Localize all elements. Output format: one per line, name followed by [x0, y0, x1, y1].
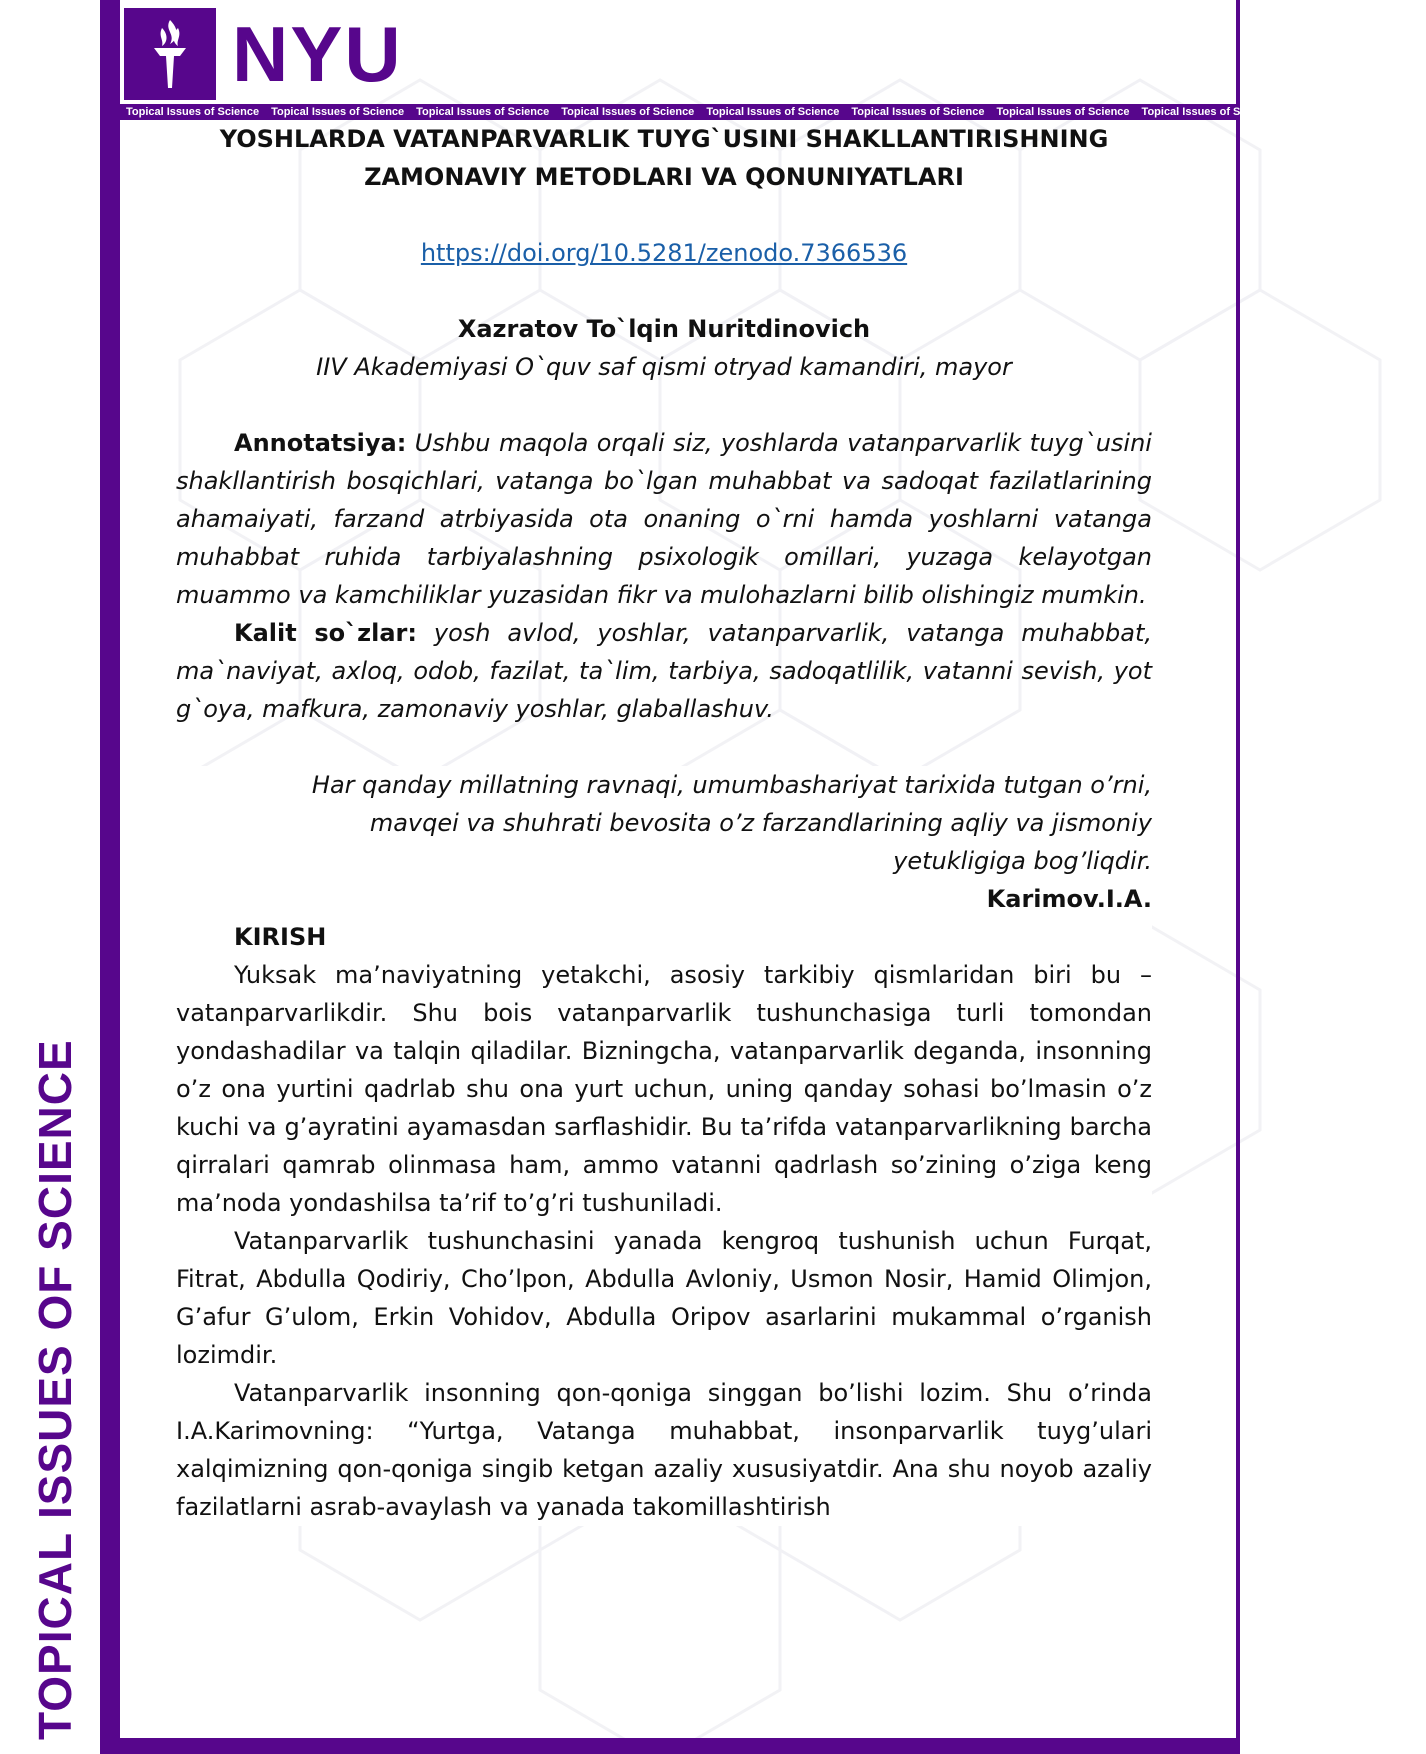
- body-paragraph-2: Vatanparvarlik tushunchasini yanada kengroq tushunish uchun Furqat, Fitrat, Abdulla Qodiriy, Cho’lpon, Abdulla Avloniy, Usmon Nosir, Hamid Olimjon, G’afur G’ulom, Erkin Vohidov, Abdulla Oripov asarlarini mukammal o’rganish lozimdir.: [176, 1227, 1152, 1369]
- body-block: [176, 918, 1152, 1526]
- ribbon-text: Topical Issues of Science: [271, 106, 405, 118]
- author-affiliation: IIV Akademiyasi O`quv saf qismi otryad kamandiri, mayor: [316, 353, 1012, 381]
- keywords-label: Kalit so`zlar:: [234, 619, 417, 647]
- keywords: [176, 614, 1152, 728]
- ribbon-text: Topical Issues of Science: [126, 106, 260, 118]
- annotation-label: Annotatsiya:: [234, 429, 407, 457]
- ribbon-text: Topical Issues of Science: [851, 106, 985, 118]
- doi-link[interactable]: https://doi.org/10.5281/zenodo.7366536: [420, 239, 908, 267]
- section-heading: KIRISH: [234, 923, 327, 951]
- title-line-2: ZAMONAVIY METODLARI VA QONUNIYATLARI: [364, 163, 964, 191]
- body-paragraph-1: Yuksak ma’naviyatning yetakchi, asosiy tarkibiy qismlaridan biri bu – vatanparvarlikdir. Shu bois vatanparvarlik tushunchasiga turli tomondan yondashadilar va talqin qiladilar. Bizningcha, vatanparvarlik deganda, insonning o’z ona yurtini qadrlab shu ona yurt uchun, uning qanday sohasi bo’lmasin o’z kuchi va g’ayratini ayamasdan sarflashidir. Bu ta’rifda vatanparvarlikning barcha qirralari qamrab olinmasa ham, ammo vatanni qadrlash so’zining o’ziga keng ma’noda yondashilsa ta’rif to’g’ri tushuniladi.: [176, 961, 1152, 1217]
- ribbon-text: Topical Issues of Science: [706, 106, 840, 118]
- author-name: Xazratov To`lqin Nuritdinovich: [457, 315, 871, 343]
- journal-ribbon: [120, 104, 1420, 120]
- left-border-bar: [100, 0, 120, 1754]
- ribbon-text: Topical Issues of Science: [996, 106, 1130, 118]
- doi: [176, 234, 1152, 272]
- epigraph-quote: Har qanday millatning ravnaqi, umumbashariyat tarixida tutgan o’rni, mavqei va shuhrati bevosita o’z farzandlarining aqliy va jismoniy yetukligiga bog’liqdir.: [311, 771, 1152, 875]
- ribbon-text: Topical Issues of Science: [561, 106, 695, 118]
- nyu-logo-text: NYU: [232, 10, 403, 98]
- epigraph-author: Karimov.I.A.: [986, 885, 1152, 913]
- ribbon-text: Topical Issues of Science: [416, 106, 550, 118]
- annotation: [176, 424, 1152, 614]
- title-line-1: YOSHLARDA VATANPARVARLIK TUYG`USINI SHAKLLANTIRISHNING: [219, 125, 1109, 153]
- body-paragraph-3: Vatanparvarlik insonning qon-qoniga singgan bo’lishi lozim. Shu o’rinda I.A.Karimovning: “Yurtga, Vatanga muhabbat, insonparvarlik tuyg’ulari xalqimizning qon-qoniga singib ketgan azaliy xususiyatdir. Ana shu noyob azaliy fazilatlarni asrab-avaylash va yanada takomillashtirish: [176, 1379, 1152, 1521]
- keywords-text: yosh avlod, yoshlar, vatanparvarlik, vatanga muhabbat, ma`naviyat, axloq, odob, fazilat, ta`lim, tarbiya, sadoqatlilik, vatanni sevish, yot g`oya, mafkura, zamonaviy yoshlar, glaballashuv.: [176, 619, 1153, 723]
- article-content: [176, 120, 1152, 1526]
- nyu-torch-logo: [124, 8, 216, 100]
- torch-icon: [140, 16, 200, 92]
- epigraph-block: [176, 766, 1152, 918]
- bottom-border-bar: [100, 1738, 1240, 1754]
- ribbon-text: Topical Issues of Science: [1141, 106, 1275, 118]
- annotation-text: Ushbu maqola orqali siz, yoshlarda vatanparvarlik tuyg`usini shakllantirish bosqichlari, vatanga bo`lgan muhabbat va sadoqat fazilatlarining ahamaiyati, farzand atrbiyasida ota onaning o`rni hamda yoshlarni vatanga muhabbat ruhida tarbiyalashning psixologik omillari, yuzaga kelayotgan muammo va kamchiliklar yuzasidan fikr va mulohazlarni bilib olishingiz mumkin.: [176, 429, 1152, 609]
- ribbon-text: Topical Issues of Science: [1286, 106, 1420, 118]
- vertical-journal-name: TOPICAL ISSUES OF SCIENCE: [29, 1039, 81, 1740]
- right-border-bar: [1236, 0, 1240, 1754]
- article-title: [176, 120, 1152, 196]
